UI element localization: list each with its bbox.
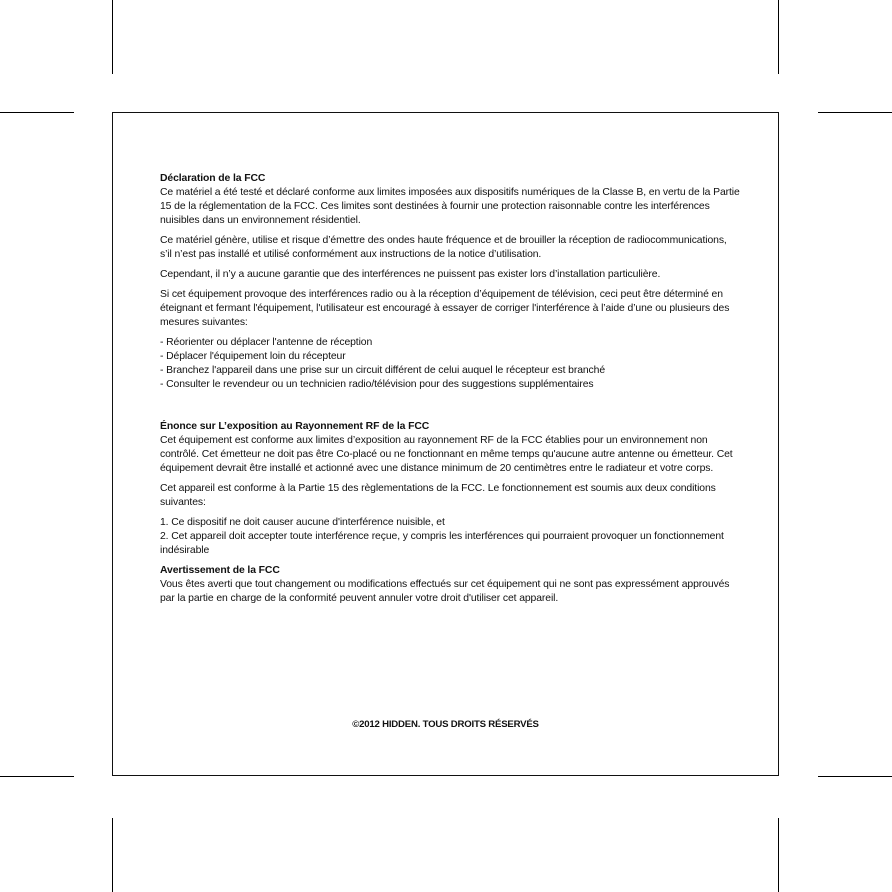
warning-paragraph: Vous êtes averti que tout changement ou modifications effectués sur cet équipement qui ne sont pas expressément approuvés par la partie en charge de la conformité peuvent annuler votre droit d'utiliser cet appareil.: [160, 579, 730, 604]
list-item: - Branchez l'appareil dans une prise sur un circuit différent de celui auquel le récepteur est branché: [160, 365, 606, 376]
crop-mark-bottom-right: [778, 818, 779, 892]
list-item: 2. Cet appareil doit accepter toute interférence reçue, y compris les interférences qui pourraient provoquer un fonctionnement indésirable: [160, 531, 724, 556]
crop-mark-right-top: [818, 112, 892, 113]
copyright-notice: ©2012 HIDDEN. TOUS DROITS RÉSERVÉS: [352, 719, 539, 730]
list-item: - Consulter le revendeur ou un technicien radio/télévision pour des suggestions supplémentaires: [160, 379, 594, 390]
fcc-paragraph-1: Ce matériel a été testé et déclaré conforme aux limites imposées aux dispositifs numériques de la Classe B, en vertu de la Partie 15 de la réglementation de la FCC. Ces limites sont destinées à fournir une protection raisonnable contre les interférences nuisibles dans un environnement résidentiel.: [160, 187, 740, 226]
document-body: [160, 172, 740, 612]
crop-mark-left-bottom: [0, 776, 74, 777]
rf-conditions-list: [160, 516, 740, 558]
crop-mark-right-bottom: [818, 776, 892, 777]
crop-mark-bottom-left: [112, 818, 113, 892]
fcc-measures-list: [160, 336, 740, 392]
fcc-declaration-section: [160, 172, 740, 392]
fcc-warning-section: [160, 564, 740, 606]
crop-mark-left-top: [0, 112, 74, 113]
fcc-paragraph-3: Cependant, il n’y a aucune garantie que des interférences ne puissent pas exister lors d’installation particulière.: [160, 269, 661, 280]
fcc-paragraph-2: Ce matériel génère, utilise et risque d’émettre des ondes haute fréquence et de brouiller la réception de radiocommunications, s’il n’est pas installé et utilisé conformément aux instructions de la notice d’utilisation.: [160, 235, 727, 260]
list-item: 1. Ce dispositif ne doit causer aucune d'interférence nuisible, et: [160, 517, 445, 528]
rf-paragraph-1: Cet équipement est conforme aux limites d’exposition au rayonnement RF de la FCC établies pour un environnement non contrôlé. Cet émetteur ne doit pas être Co-placé ou ne fonctionnant en même temps qu'aucune autre antenne ou émetteur. Cet équipement devrait être installé et actionné avec une distance minimum de 20 centimètres entre le radiateur et votre corps.: [160, 435, 733, 474]
rf-exposure-section: [160, 420, 740, 558]
fcc-warning-title: Avertissement de la FCC: [160, 565, 280, 576]
fcc-declaration-title: Déclaration de la FCC: [160, 173, 266, 184]
rf-paragraph-2: Cet appareil est conforme à la Partie 15 des règlementations de la FCC. Le fonctionnement est soumis aux deux conditions suivantes:: [160, 483, 716, 508]
list-item: - Réorienter ou déplacer l'antenne de réception: [160, 337, 373, 348]
list-item: - Déplacer l'équipement loin du récepteur: [160, 351, 346, 362]
rf-exposure-title: Énonce sur L’exposition au Rayonnement RF de la FCC: [160, 421, 430, 432]
crop-mark-top-left: [112, 0, 113, 74]
crop-mark-top-right: [778, 0, 779, 74]
fcc-paragraph-4: Si cet équipement provoque des interférences radio ou à la réception d’équipement de télévision, ceci peut être déterminé en éteignant et fermant l'équipement, l'utilisateur est encouragé à essayer de corriger l'interférence à l’aide d’une ou plusieurs des mesures suivantes:: [160, 289, 730, 328]
